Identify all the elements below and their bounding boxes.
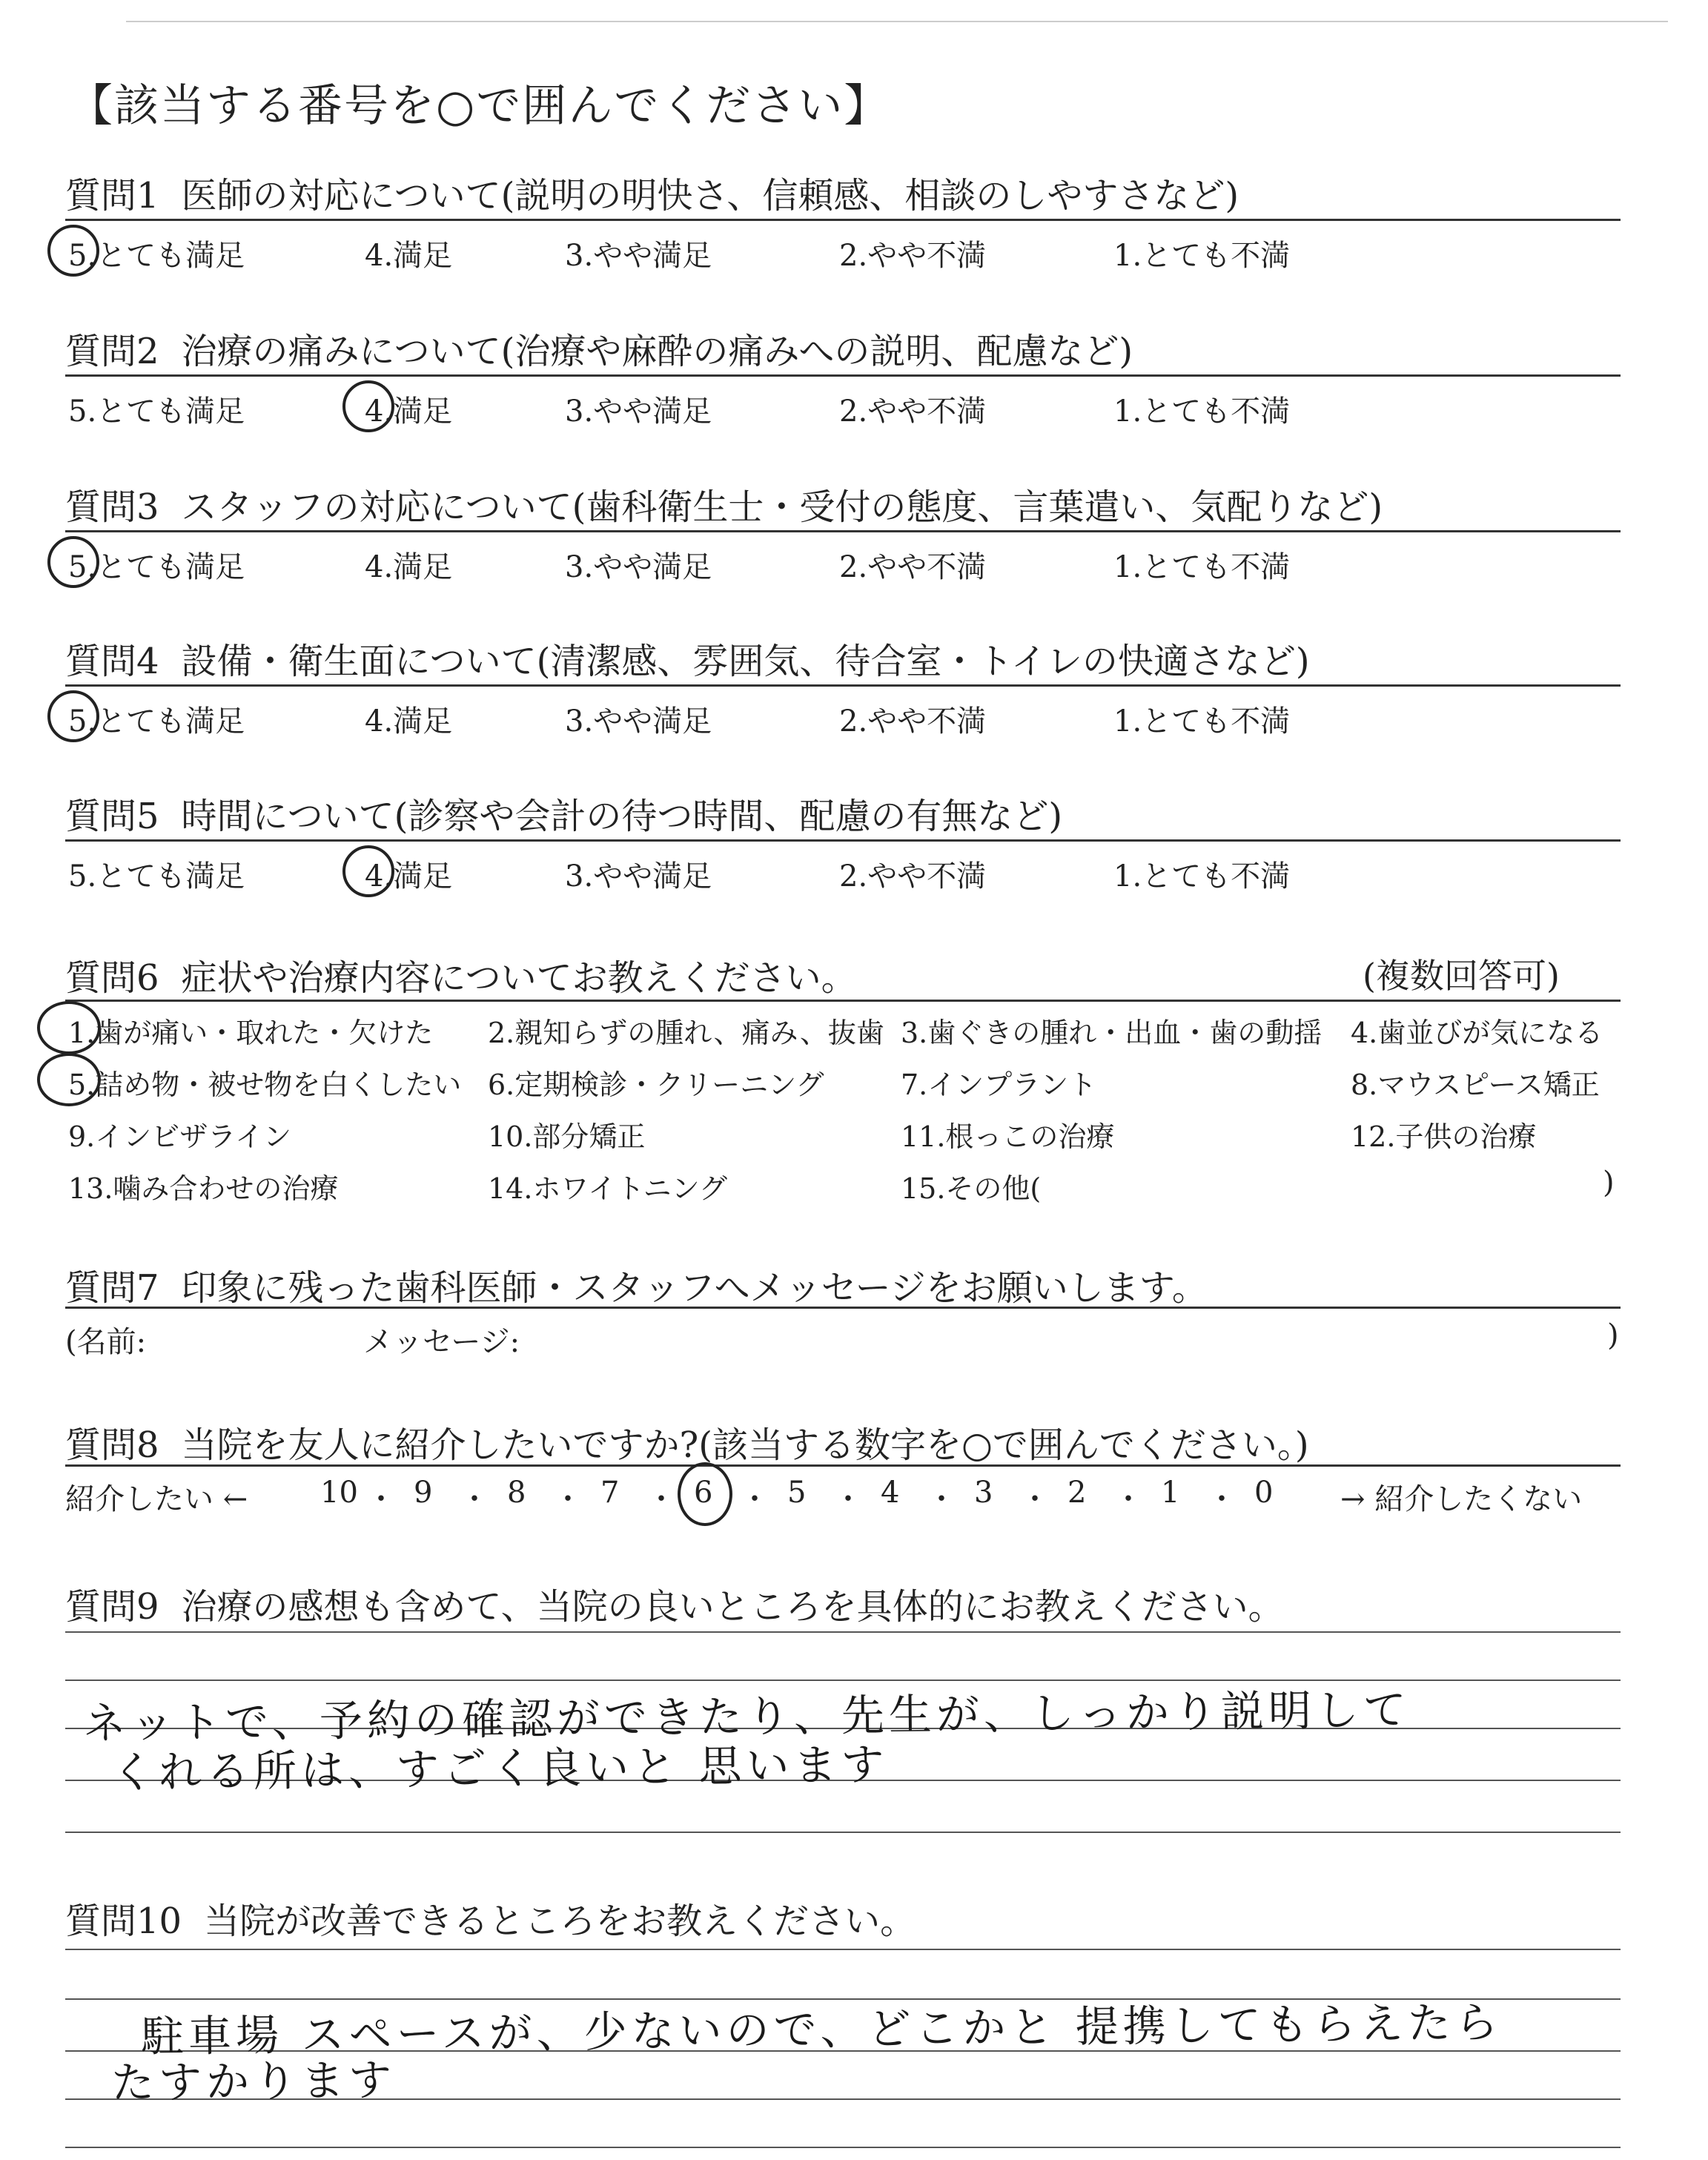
q6-option-10[interactable]: 10.部分矯正 xyxy=(488,1120,646,1153)
q8-separator-dot: ・ xyxy=(1113,1482,1143,1516)
q4-option-5[interactable]: 5.とても満足 xyxy=(68,704,245,739)
q8-separator-dot: ・ xyxy=(460,1482,489,1516)
q9-line-5 xyxy=(65,1832,1621,1833)
q10-answer-line-2: たすかります xyxy=(110,2054,397,2109)
page-title: 【該当する番号を○で囲んでください】 xyxy=(68,80,890,132)
q1-selection-circle xyxy=(47,225,99,277)
q2-option-3[interactable]: 3.やや満足 xyxy=(565,394,712,429)
q3-heading xyxy=(65,478,1383,529)
q6-option-6[interactable]: 6.定期検診・クリーニング xyxy=(488,1069,824,1101)
q1-option-2[interactable]: 2.やや不満 xyxy=(839,239,987,273)
q6-label: 質問6 xyxy=(65,957,159,999)
q4-rule xyxy=(65,684,1621,687)
q2-heading xyxy=(65,323,1133,374)
q5-option-5[interactable]: 5.とても満足 xyxy=(68,859,245,894)
q6-selection-circle-1 xyxy=(37,1001,101,1054)
q2-selection-circle xyxy=(342,380,394,432)
q3-text: スタッフの対応について(歯科衛生士・受付の態度、言葉遣い、気配りなど) xyxy=(181,486,1383,528)
q4-text: 設備・衛生面について(清潔感、雰囲気、待合室・トイレの快適さなど) xyxy=(181,641,1310,682)
q8-separator-dot: ・ xyxy=(646,1482,676,1516)
q3-rule xyxy=(65,530,1621,532)
q8-scale-7[interactable]: 7 xyxy=(600,1476,620,1510)
q1-option-1[interactable]: 1.とても不満 xyxy=(1113,239,1291,273)
q1-heading xyxy=(65,167,1239,218)
q6-option-13[interactable]: 13.噛み合わせの治療 xyxy=(68,1172,339,1205)
q8-rule xyxy=(65,1464,1621,1467)
q8-separator-dot: ・ xyxy=(1020,1482,1050,1516)
q10-answer-line-1: 駐車場 スペースが、少ないので、どこかと 提携してもらえたら xyxy=(140,1997,1503,2062)
q5-option-2[interactable]: 2.やや不満 xyxy=(839,859,987,894)
q3-option-1[interactable]: 1.とても不満 xyxy=(1113,550,1291,584)
q2-option-5[interactable]: 5.とても満足 xyxy=(68,394,245,429)
q6-note: (複数回答可) xyxy=(1363,956,1560,996)
q6-text: 症状や治療内容についてお教えください。 xyxy=(181,957,857,999)
q8-scale-3[interactable]: 3 xyxy=(974,1476,993,1510)
q5-selection-circle xyxy=(342,845,394,897)
q8-right-label: → 紹介したくない xyxy=(1340,1482,1583,1516)
q6-option-8[interactable]: 8.マウスピース矯正 xyxy=(1351,1069,1600,1101)
q7-text: 印象に残った歯科医師・スタッフへメッセージをお願いします。 xyxy=(181,1267,1208,1309)
q6-other-close-paren: ) xyxy=(1603,1166,1615,1200)
q6-selection-circle-5 xyxy=(37,1053,101,1106)
q8-scale-0[interactable]: 0 xyxy=(1254,1476,1274,1510)
q8-selection-circle xyxy=(678,1462,732,1526)
q10-line-5 xyxy=(65,2147,1621,2148)
q5-option-4[interactable]: 4.満足 xyxy=(365,859,453,894)
q9-line-1 xyxy=(65,1631,1621,1633)
q7-close-paren: ) xyxy=(1607,1318,1619,1353)
q8-separator-dot: ・ xyxy=(553,1482,583,1516)
q6-option-9[interactable]: 9.インビザライン xyxy=(68,1120,292,1153)
q2-option-4[interactable]: 4.満足 xyxy=(365,394,453,429)
q7-heading xyxy=(65,1259,1208,1310)
q6-option-2[interactable]: 2.親知らずの腫れ、痛み、抜歯 xyxy=(488,1017,884,1049)
q1-rule xyxy=(65,219,1621,221)
q4-label: 質問4 xyxy=(65,641,159,682)
q6-option-1[interactable]: 1.歯が痛い・取れた・欠けた xyxy=(68,1017,434,1049)
q8-scale-5[interactable]: 5 xyxy=(787,1476,807,1510)
q10-text: 当院が改善できるところをお教えください。 xyxy=(204,1900,916,1942)
q8-separator-dot: ・ xyxy=(366,1482,396,1516)
q9-heading xyxy=(65,1578,1284,1629)
q1-text: 医師の対応について(説明の明快さ、信頼感、相談のしやすさなど) xyxy=(181,175,1239,217)
q4-heading xyxy=(65,633,1310,684)
q5-option-3[interactable]: 3.やや満足 xyxy=(565,859,712,894)
q5-rule xyxy=(65,839,1621,842)
q3-option-5[interactable]: 5.とても満足 xyxy=(68,550,245,584)
q8-separator-dot: ・ xyxy=(927,1482,956,1516)
q4-option-2[interactable]: 2.やや不満 xyxy=(839,704,987,739)
q1-option-5[interactable]: 5.とても満足 xyxy=(68,239,245,273)
q10-heading xyxy=(65,1892,916,1943)
q8-separator-dot: ・ xyxy=(1207,1482,1237,1516)
q8-scale-10[interactable]: 10 xyxy=(320,1476,358,1510)
q9-label: 質問9 xyxy=(65,1586,159,1628)
q6-heading xyxy=(65,949,857,1000)
q8-separator-dot: ・ xyxy=(833,1482,863,1516)
q6-option-11[interactable]: 11.根っこの治療 xyxy=(901,1120,1115,1153)
q2-option-1[interactable]: 1.とても不満 xyxy=(1113,394,1291,429)
q6-option-5[interactable]: 5.詰め物・被せ物を白くしたい xyxy=(68,1069,462,1101)
q8-scale-9[interactable]: 9 xyxy=(414,1476,433,1510)
q6-option-3[interactable]: 3.歯ぐきの腫れ・出血・歯の動揺 xyxy=(901,1017,1323,1049)
q6-option-15[interactable]: 15.その他( xyxy=(901,1172,1042,1205)
q5-label: 質問5 xyxy=(65,796,159,837)
q2-text: 治療の痛みについて(治療や麻酔の痛みへの説明、配慮など) xyxy=(181,331,1133,372)
q1-label: 質問1 xyxy=(65,175,159,217)
q1-option-3[interactable]: 3.やや満足 xyxy=(565,239,712,273)
q10-label: 質問10 xyxy=(65,1900,182,1942)
q6-option-7[interactable]: 7.インプラント xyxy=(901,1069,1097,1101)
q10-line-1 xyxy=(65,1949,1621,1950)
top-edge-line xyxy=(126,21,1668,22)
q2-rule xyxy=(65,374,1621,377)
q2-option-2[interactable]: 2.やや不満 xyxy=(839,394,987,429)
q4-option-1[interactable]: 1.とても不満 xyxy=(1113,704,1291,739)
q8-heading xyxy=(65,1416,1309,1467)
q8-scale-8[interactable]: 8 xyxy=(507,1476,526,1510)
q8-scale-1[interactable]: 1 xyxy=(1161,1476,1180,1510)
q4-selection-circle xyxy=(47,690,99,742)
q8-scale-6[interactable]: 6 xyxy=(694,1476,713,1510)
q6-option-12[interactable]: 12.子供の治療 xyxy=(1351,1120,1537,1153)
q7-label: 質問7 xyxy=(65,1267,159,1309)
q4-option-4[interactable]: 4.満足 xyxy=(365,704,453,739)
q6-option-14[interactable]: 14.ホワイトニング xyxy=(488,1172,728,1205)
q7-name-label: (名前: xyxy=(65,1325,147,1359)
q7-message-label: メッセージ: xyxy=(363,1325,520,1359)
q4-option-3[interactable]: 3.やや満足 xyxy=(565,704,712,739)
q9-text: 治療の感想も含めて、当院の良いところを具体的にお教えください。 xyxy=(181,1586,1284,1628)
q3-selection-circle xyxy=(47,536,99,588)
q6-option-4[interactable]: 4.歯並びが気になる xyxy=(1351,1017,1603,1049)
q2-label: 質問2 xyxy=(65,331,159,372)
q5-option-1[interactable]: 1.とても不満 xyxy=(1113,859,1291,894)
q9-answer-line-2: くれる所は、すごく良いと 思います xyxy=(110,1739,889,1798)
q8-label: 質問8 xyxy=(65,1424,159,1466)
q1-option-4[interactable]: 4.満足 xyxy=(365,239,453,273)
q8-left-label: 紹介したい ← xyxy=(65,1482,248,1516)
q7-rule xyxy=(65,1307,1621,1309)
q8-scale-2[interactable]: 2 xyxy=(1068,1476,1087,1510)
q3-option-2[interactable]: 2.やや不満 xyxy=(839,550,987,584)
q8-scale-4[interactable]: 4 xyxy=(881,1476,900,1510)
q8-separator-dot: ・ xyxy=(740,1482,769,1516)
q5-heading xyxy=(65,787,1062,839)
q3-label: 質問3 xyxy=(65,486,159,528)
q8-text: 当院を友人に紹介したいですか?(該当する数字を○で囲んでください。) xyxy=(181,1424,1309,1466)
q9-answer-line-1: ネットで、予約の確認ができたり、先生が、しっかり説明して xyxy=(82,1684,1411,1749)
q3-option-3[interactable]: 3.やや満足 xyxy=(565,550,712,584)
q3-option-4[interactable]: 4.満足 xyxy=(365,550,453,584)
q6-rule xyxy=(65,1000,1621,1002)
q5-text: 時間について(診察や会計の待つ時間、配慮の有無など) xyxy=(181,796,1063,837)
